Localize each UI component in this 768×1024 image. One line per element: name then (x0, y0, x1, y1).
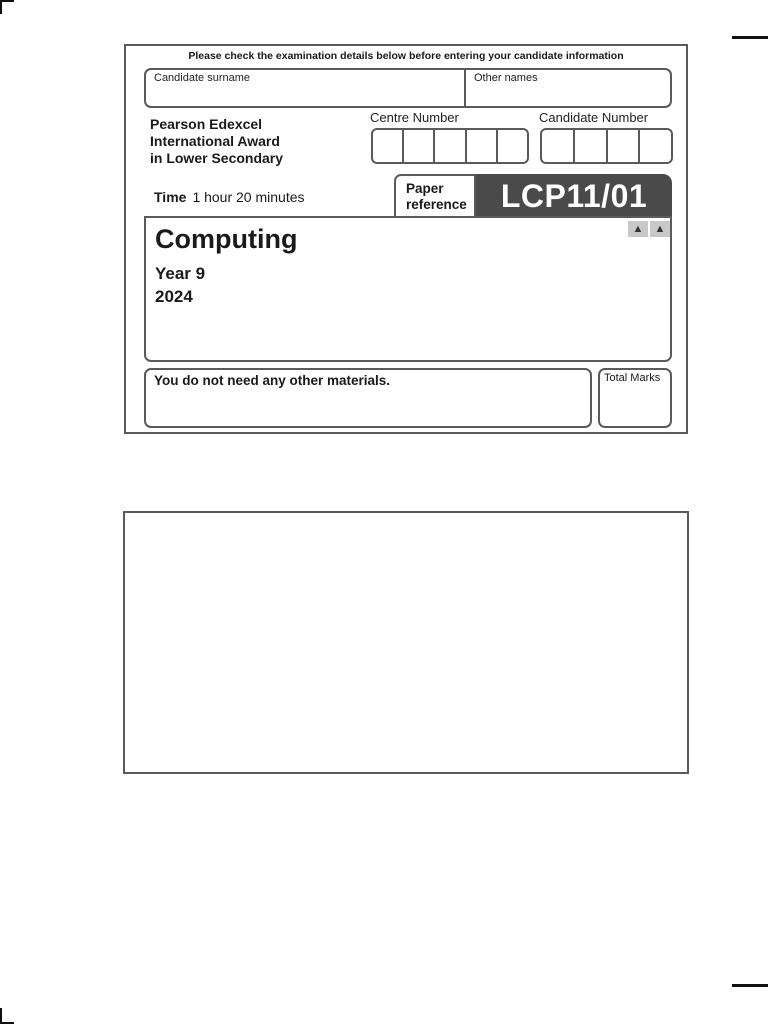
time-label: Time (154, 189, 187, 205)
up-arrow-icon[interactable]: ▲ (650, 221, 670, 237)
candidate-name-box (144, 68, 672, 108)
crop-mark-top-left (0, 0, 14, 2)
blank-info-frame (123, 511, 689, 774)
candidate-digit-box[interactable] (608, 130, 641, 162)
centre-digit-box[interactable] (373, 130, 404, 162)
exam-time (154, 189, 305, 205)
subject-box (144, 216, 672, 362)
candidate-digit-box[interactable] (542, 130, 575, 162)
candidate-digit-box[interactable] (575, 130, 608, 162)
paper-reference-label: Paper reference (394, 174, 476, 218)
centre-digit-box[interactable] (404, 130, 435, 162)
centre-digit-box[interactable] (435, 130, 466, 162)
materials-box (144, 368, 592, 428)
header-note: Please check the examination details below before entering your candidate information (188, 50, 624, 62)
candidate-surname-field[interactable] (150, 86, 460, 104)
subject-title: Computing (155, 224, 298, 254)
candidate-surname-label: Candidate surname (154, 72, 251, 84)
candidate-number-label: Candidate Number (539, 110, 649, 125)
exam-details-frame (124, 44, 688, 434)
up-arrow-icon[interactable]: ▲ (628, 221, 648, 237)
award-title: Pearson Edexcel International Award in Lower Secondary (150, 116, 284, 166)
centre-digit-box[interactable] (498, 130, 527, 162)
candidate-number-field[interactable] (540, 128, 673, 164)
candidate-digit-box[interactable] (640, 130, 671, 162)
other-names-label: Other names (474, 72, 538, 84)
time-value: 1 hour 20 minutes (192, 189, 305, 205)
crop-mark-bottom-right (732, 984, 768, 987)
total-marks-box[interactable] (598, 368, 672, 428)
centre-digit-box[interactable] (467, 130, 498, 162)
crop-mark-top-left (0, 0, 2, 14)
subject-year: Year 9 2024 (155, 264, 206, 306)
subject-date: 2024 (155, 287, 193, 306)
crop-mark-top-right (732, 36, 768, 39)
materials-text: You do not need any other materials. (154, 373, 391, 388)
paper-code: LCP11/01 (476, 174, 672, 218)
other-names-field[interactable] (470, 86, 666, 104)
centre-number-field[interactable] (371, 128, 529, 164)
centre-number-label: Centre Number (370, 110, 459, 125)
total-marks-label: Total Marks (604, 372, 661, 384)
